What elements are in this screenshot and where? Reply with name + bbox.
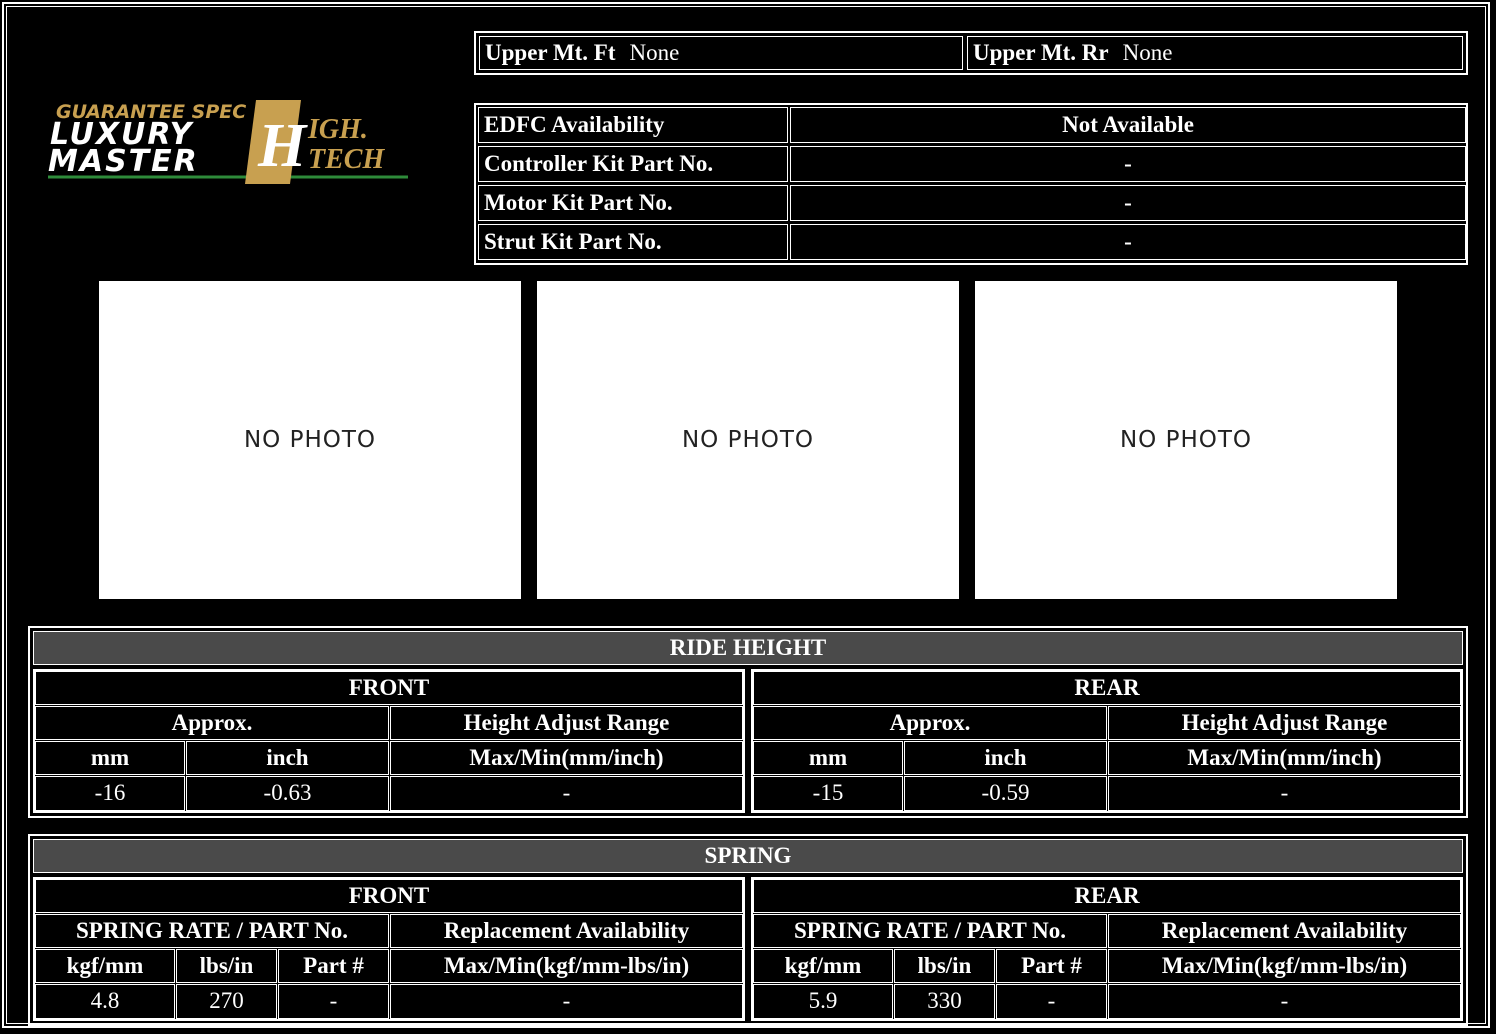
upper-mount-rear-value: None <box>1122 40 1173 65</box>
edfc-value: Not Available <box>790 107 1466 143</box>
logo-mark: H <box>258 112 307 180</box>
ride-height-table <box>28 626 1468 818</box>
spring-rear <box>751 877 1463 1021</box>
mm-header: mm <box>35 741 185 775</box>
edfc-label: Controller Kit Part No. <box>478 146 788 182</box>
part-header: Part # <box>996 949 1107 983</box>
edfc-row <box>478 224 1464 260</box>
part-value: - <box>996 984 1107 1019</box>
range-value: - <box>1108 776 1461 811</box>
spring-table <box>28 834 1468 1026</box>
ride-height-rear <box>751 669 1463 813</box>
lbs-value: 330 <box>894 984 995 1019</box>
logo-word2: TECH <box>308 144 385 175</box>
kgf-value: 4.8 <box>35 984 175 1019</box>
spring-rear-label: REAR <box>753 879 1461 913</box>
range-value: - <box>390 776 743 811</box>
upper-mount-front-value: None <box>629 40 680 65</box>
upper-mount-front-label: Upper Mt. Ft <box>485 40 616 65</box>
spring-title: SPRING <box>33 839 1463 873</box>
maxmin-header: Max/Min(kgf/mm-lbs/in) <box>1108 949 1461 983</box>
upper-mount-rear <box>967 36 1463 70</box>
photo-placeholder: NO PHOTO <box>99 281 521 599</box>
inch-header: inch <box>904 741 1107 775</box>
ride-height-rear-label: REAR <box>753 671 1461 705</box>
edfc-value: - <box>790 146 1466 182</box>
edfc-label: Motor Kit Part No. <box>478 185 788 221</box>
edfc-value: - <box>790 224 1466 260</box>
kgf-header: kgf/mm <box>753 949 893 983</box>
maxmin-header: Max/Min(mm/inch) <box>1108 741 1461 775</box>
brand-logo-icon <box>46 96 410 188</box>
kgf-value: 5.9 <box>753 984 893 1019</box>
kgf-header: kgf/mm <box>35 949 175 983</box>
adjust-range-header: Height Adjust Range <box>1108 706 1461 740</box>
lbs-value: 270 <box>176 984 277 1019</box>
maxmin-header: Max/Min(mm/inch) <box>390 741 743 775</box>
edfc-row <box>478 107 1464 143</box>
logo-word1: IGH. <box>308 114 368 145</box>
adjust-range-header: Height Adjust Range <box>390 706 743 740</box>
spring-front-label: FRONT <box>35 879 743 913</box>
maxmin-header: Max/Min(kgf/mm-lbs/in) <box>390 949 743 983</box>
edfc-row <box>478 185 1464 221</box>
lbs-header: lbs/in <box>176 949 277 983</box>
mm-header: mm <box>753 741 903 775</box>
logo-line2: LUXURY <box>50 117 194 152</box>
replacement-header: Replacement Availability <box>1108 914 1461 948</box>
approx-header: Approx. <box>753 706 1107 740</box>
spring-rate-header: SPRING RATE / PART No. <box>35 914 389 948</box>
ride-height-title: RIDE HEIGHT <box>33 631 1463 665</box>
edfc-value: - <box>790 185 1466 221</box>
upper-mount-table <box>474 31 1468 75</box>
inch-value: -0.63 <box>186 776 389 811</box>
part-value: - <box>278 984 389 1019</box>
photo-placeholder: NO PHOTO <box>975 281 1397 599</box>
part-header: Part # <box>278 949 389 983</box>
lbs-header: lbs/in <box>894 949 995 983</box>
logo-line1: GUARANTEE SPEC <box>56 101 247 123</box>
logo-line3: MASTER <box>48 144 199 179</box>
spring-rate-header: SPRING RATE / PART No. <box>753 914 1107 948</box>
replacement-value: - <box>1108 984 1461 1019</box>
mm-value: -15 <box>753 776 903 811</box>
upper-mount-rear-label: Upper Mt. Rr <box>973 40 1109 65</box>
replacement-value: - <box>390 984 743 1019</box>
mm-value: -16 <box>35 776 185 811</box>
approx-header: Approx. <box>35 706 389 740</box>
ride-height-front <box>33 669 745 813</box>
replacement-header: Replacement Availability <box>390 914 743 948</box>
inch-value: -0.59 <box>904 776 1107 811</box>
edfc-label: EDFC Availability <box>478 107 788 143</box>
edfc-row <box>478 146 1464 182</box>
upper-mount-front <box>479 36 963 70</box>
spring-front <box>33 877 745 1021</box>
photo-placeholder: NO PHOTO <box>537 281 959 599</box>
edfc-table <box>474 103 1468 265</box>
ride-height-front-label: FRONT <box>35 671 743 705</box>
inch-header: inch <box>186 741 389 775</box>
brand-logo <box>46 96 410 188</box>
edfc-label: Strut Kit Part No. <box>478 224 788 260</box>
